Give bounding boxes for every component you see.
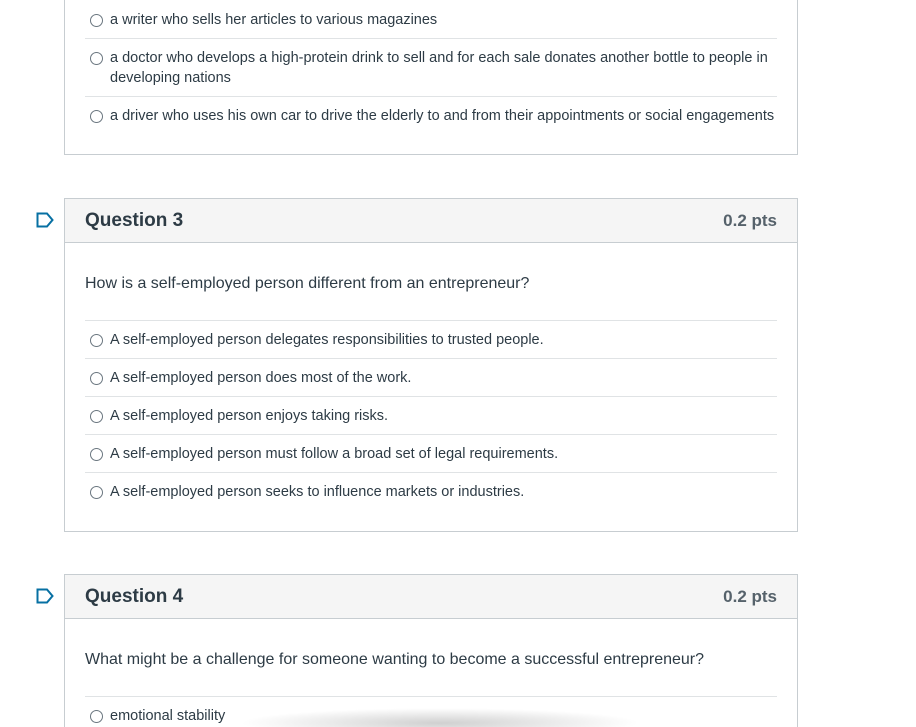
flag-question-icon[interactable] <box>36 588 54 604</box>
answer-label: a driver who uses his own car to drive the elderly to and from their appointments or social engagements <box>110 108 775 124</box>
answer-label: a writer who sells her articles to various magazines <box>110 12 438 28</box>
answer-option[interactable] <box>85 434 777 472</box>
question-2-card <box>64 0 798 155</box>
question-3-header <box>65 199 797 243</box>
question-4-card <box>64 574 798 727</box>
flag-question-icon[interactable] <box>36 212 54 228</box>
question-points: 0.2 pts <box>723 586 777 606</box>
question-4-header <box>65 575 797 619</box>
answer-option[interactable] <box>85 472 777 510</box>
scroll-shadow <box>240 708 640 727</box>
answer-label: A self-employed person delegates responsibilities to trusted people. <box>110 332 544 348</box>
answer-label: A self-employed person enjoys taking risks. <box>110 408 389 424</box>
answer-label: A self-employed person does most of the work. <box>110 370 412 386</box>
answer-option[interactable] <box>85 0 777 38</box>
question-text: How is a self-employed person different from an entrepreneur? <box>85 275 530 292</box>
radio-button[interactable] <box>90 710 103 723</box>
radio-button[interactable] <box>90 486 103 499</box>
radio-button[interactable] <box>90 14 103 27</box>
question-3-card <box>64 198 798 532</box>
radio-button[interactable] <box>90 372 103 385</box>
answer-label: emotional stability <box>110 708 226 724</box>
answer-label: A self-employed person must follow a broad set of legal requirements. <box>110 446 559 462</box>
answer-option[interactable] <box>85 38 777 96</box>
answer-option[interactable] <box>85 396 777 434</box>
radio-button[interactable] <box>90 448 103 461</box>
answer-option[interactable] <box>85 96 777 134</box>
answer-option[interactable] <box>85 358 777 396</box>
answer-label: A self-employed person seeks to influence markets or industries. <box>110 484 525 500</box>
question-2-body <box>65 0 797 134</box>
answer-option[interactable] <box>85 320 777 358</box>
question-text: What might be a challenge for someone wanting to become a successful entrepreneur? <box>85 651 705 668</box>
question-title: Question 4 <box>85 585 184 607</box>
question-3-body <box>65 243 797 510</box>
question-points: 0.2 pts <box>723 210 777 230</box>
radio-button[interactable] <box>90 52 103 65</box>
question-2-answers <box>85 0 777 134</box>
answer-label: a doctor who develops a high-protein drink to sell and for each sale donates another bottle to people in developing nations <box>110 50 768 86</box>
radio-button[interactable] <box>90 334 103 347</box>
radio-button[interactable] <box>90 110 103 123</box>
question-title: Question 3 <box>85 209 184 231</box>
question-3-answers <box>85 320 777 510</box>
radio-button[interactable] <box>90 410 103 423</box>
